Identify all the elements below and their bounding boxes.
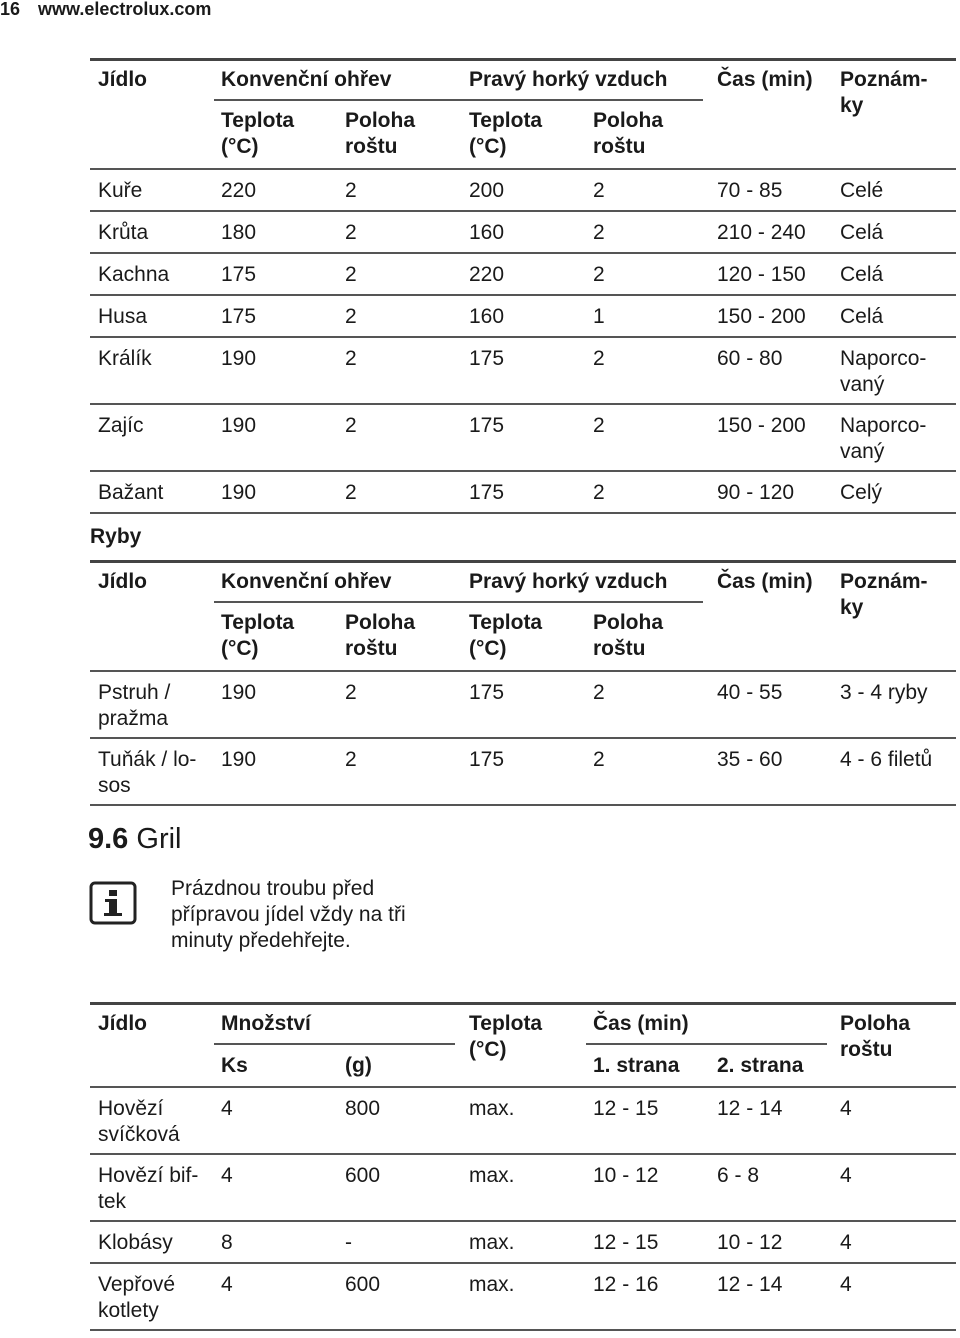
col-temp: (°C) bbox=[221, 135, 259, 158]
cell-position: 2 bbox=[593, 179, 605, 202]
cell-food: Tuňák / lo- bbox=[98, 748, 197, 771]
fish-table bbox=[90, 560, 956, 806]
cell-pieces: 4 bbox=[221, 1273, 233, 1296]
cell-time: 40 - 55 bbox=[717, 681, 783, 704]
col-temp: Teplota bbox=[469, 109, 543, 132]
page-number: 16 bbox=[0, 0, 21, 19]
cell-note: Celá bbox=[840, 263, 884, 286]
cell-temp: 200 bbox=[469, 179, 505, 202]
table-row bbox=[90, 739, 956, 806]
cell-time: 90 - 120 bbox=[717, 481, 795, 504]
cell-time: 70 - 85 bbox=[717, 179, 783, 202]
roasting-table bbox=[90, 58, 956, 514]
cell-food: Kachna bbox=[98, 263, 170, 286]
cell-food: pražma bbox=[98, 707, 169, 730]
cell-position: 2 bbox=[345, 179, 357, 202]
cell-temp: max. bbox=[469, 1273, 515, 1296]
info-note bbox=[171, 876, 471, 954]
col-time: Čas (min) bbox=[593, 1012, 689, 1035]
col-position: Poloha bbox=[593, 611, 664, 634]
cell-grams: 600 bbox=[345, 1164, 381, 1187]
cell-note: Naporco- bbox=[840, 347, 927, 370]
cell-temp: 175 bbox=[469, 347, 505, 370]
col-grams: (g) bbox=[345, 1054, 372, 1077]
cell-temp: 160 bbox=[469, 221, 505, 244]
cell-food: Zajíc bbox=[98, 414, 144, 437]
cell-side1: 10 - 12 bbox=[593, 1164, 659, 1187]
col-time: Čas (min) bbox=[717, 570, 813, 593]
cell-side1: 12 - 16 bbox=[593, 1273, 659, 1296]
cell-note: Celé bbox=[840, 179, 884, 202]
col-position: roštu bbox=[593, 135, 646, 158]
cell-time: 210 - 240 bbox=[717, 221, 806, 244]
section-number: 9.6 bbox=[88, 823, 129, 855]
cell-side2: 12 - 14 bbox=[717, 1273, 783, 1296]
cell-food: Králík bbox=[98, 347, 152, 370]
header-divider bbox=[214, 99, 703, 101]
col-notes: Poznám- bbox=[840, 570, 928, 593]
col-temp: (°C) bbox=[469, 1038, 507, 1061]
cell-side1: 12 - 15 bbox=[593, 1231, 659, 1254]
cell-position: 2 bbox=[593, 681, 605, 704]
col-position: Poloha bbox=[593, 109, 664, 132]
col-food: Jídlo bbox=[98, 1012, 148, 1035]
cell-food: Klobásy bbox=[98, 1231, 173, 1254]
cell-grams: 600 bbox=[345, 1273, 381, 1296]
header-divider bbox=[214, 1043, 455, 1045]
col-side2: 2. strana bbox=[717, 1054, 804, 1077]
cell-food: Pstruh / bbox=[98, 681, 171, 704]
cell-position: 4 bbox=[840, 1097, 852, 1120]
cell-side2: 12 - 14 bbox=[717, 1097, 783, 1120]
info-line: Prázdnou troubu před bbox=[171, 877, 375, 900]
col-notes: ky bbox=[840, 596, 864, 619]
cell-side1: 12 - 15 bbox=[593, 1097, 659, 1120]
info-line: přípravou jídel vždy na tři bbox=[171, 903, 406, 926]
cell-food: Hovězí bbox=[98, 1097, 164, 1120]
cell-food: Kuře bbox=[98, 179, 143, 202]
col-position: roštu bbox=[593, 637, 646, 660]
table-header bbox=[90, 58, 956, 170]
cell-temp: 175 bbox=[469, 481, 505, 504]
col-conventional: Konvenční ohřev bbox=[221, 68, 392, 91]
col-temp: Teplota bbox=[221, 109, 295, 132]
cell-side2: 6 - 8 bbox=[717, 1164, 760, 1187]
cell-food: svíčková bbox=[98, 1123, 180, 1146]
cell-food: Krůta bbox=[98, 221, 149, 244]
cell-time: 60 - 80 bbox=[717, 347, 783, 370]
col-temp: Teplota bbox=[221, 611, 295, 634]
col-position: roštu bbox=[345, 637, 398, 660]
col-food: Jídlo bbox=[98, 570, 148, 593]
cell-pieces: 4 bbox=[221, 1164, 233, 1187]
cell-time: 150 - 200 bbox=[717, 305, 806, 328]
header-divider bbox=[586, 1043, 827, 1045]
col-notes: ky bbox=[840, 94, 864, 117]
cell-position: 2 bbox=[345, 347, 357, 370]
col-temp: (°C) bbox=[469, 637, 507, 660]
cell-grams: - bbox=[345, 1231, 352, 1254]
table-row bbox=[90, 296, 956, 338]
cell-food: kotlety bbox=[98, 1299, 159, 1322]
col-notes: Poznám- bbox=[840, 68, 928, 91]
table-row bbox=[90, 1264, 956, 1331]
cell-temp: 180 bbox=[221, 221, 257, 244]
cell-time: 150 - 200 bbox=[717, 414, 806, 437]
col-temp: (°C) bbox=[221, 637, 259, 660]
cell-food: Husa bbox=[98, 305, 148, 328]
section-title: Gril bbox=[136, 823, 182, 855]
cell-grams: 800 bbox=[345, 1097, 381, 1120]
cell-note: 4 - 6 filetů bbox=[840, 748, 933, 771]
col-conventional: Konvenční ohřev bbox=[221, 570, 392, 593]
col-side1: 1. strana bbox=[593, 1054, 680, 1077]
cell-position: 4 bbox=[840, 1231, 852, 1254]
table-row bbox=[90, 170, 956, 212]
cell-position: 2 bbox=[345, 748, 357, 771]
info-icon bbox=[89, 881, 137, 925]
cell-temp: max. bbox=[469, 1231, 515, 1254]
cell-position: 1 bbox=[593, 305, 605, 328]
cell-pieces: 8 bbox=[221, 1231, 233, 1254]
info-line: minuty předehřejte. bbox=[171, 929, 351, 952]
col-position: Poloha bbox=[840, 1012, 911, 1035]
cell-position: 2 bbox=[593, 221, 605, 244]
cell-note: Celá bbox=[840, 305, 884, 328]
col-position: roštu bbox=[345, 135, 398, 158]
table-row bbox=[90, 405, 956, 472]
cell-position: 2 bbox=[345, 221, 357, 244]
cell-position: 2 bbox=[593, 414, 605, 437]
cell-temp: 190 bbox=[221, 481, 257, 504]
cell-temp: 190 bbox=[221, 414, 257, 437]
cell-pieces: 4 bbox=[221, 1097, 233, 1120]
table-row bbox=[90, 338, 956, 405]
cell-temp: 220 bbox=[221, 179, 257, 202]
table-row bbox=[90, 1155, 956, 1222]
cell-food: Vepřové bbox=[98, 1273, 176, 1296]
cell-position: 2 bbox=[593, 748, 605, 771]
table-row bbox=[90, 1222, 956, 1264]
cell-temp: 175 bbox=[221, 263, 257, 286]
col-position: Poloha bbox=[345, 109, 416, 132]
cell-note: Celý bbox=[840, 481, 883, 504]
header-url: www.electrolux.com bbox=[38, 0, 212, 19]
cell-position: 2 bbox=[345, 263, 357, 286]
col-position: Poloha bbox=[345, 611, 416, 634]
table-header bbox=[90, 560, 956, 672]
col-hot-air: Pravý horký vzduch bbox=[469, 68, 668, 91]
cell-position: 2 bbox=[345, 481, 357, 504]
cell-temp: 190 bbox=[221, 748, 257, 771]
col-pieces: Ks bbox=[221, 1054, 248, 1077]
cell-temp: max. bbox=[469, 1097, 515, 1120]
table-row bbox=[90, 1088, 956, 1155]
cell-position: 2 bbox=[593, 263, 605, 286]
header-divider bbox=[214, 601, 703, 603]
cell-food: sos bbox=[98, 774, 131, 797]
table-row bbox=[90, 672, 956, 739]
cell-time: 120 - 150 bbox=[717, 263, 806, 286]
table-row bbox=[90, 472, 956, 514]
cell-food: tek bbox=[98, 1190, 127, 1213]
cell-temp: 190 bbox=[221, 347, 257, 370]
table-row bbox=[90, 212, 956, 254]
table-row bbox=[90, 254, 956, 296]
fish-section-title: Ryby bbox=[90, 525, 142, 548]
cell-note: Celá bbox=[840, 221, 884, 244]
col-temp: (°C) bbox=[469, 135, 507, 158]
cell-note: vaný bbox=[840, 373, 885, 396]
gril-heading bbox=[88, 823, 182, 856]
cell-food: Hovězí bif- bbox=[98, 1164, 199, 1187]
cell-temp: 220 bbox=[469, 263, 505, 286]
cell-note: 3 - 4 ryby bbox=[840, 681, 928, 704]
col-time: Čas (min) bbox=[717, 68, 813, 91]
cell-time: 35 - 60 bbox=[717, 748, 783, 771]
cell-note: vaný bbox=[840, 440, 885, 463]
cell-position: 4 bbox=[840, 1164, 852, 1187]
col-hot-air: Pravý horký vzduch bbox=[469, 570, 668, 593]
cell-side2: 10 - 12 bbox=[717, 1231, 783, 1254]
cell-temp: 175 bbox=[469, 681, 505, 704]
cell-temp: 175 bbox=[469, 748, 505, 771]
cell-temp: 175 bbox=[469, 414, 505, 437]
cell-temp: 160 bbox=[469, 305, 505, 328]
cell-position: 2 bbox=[345, 305, 357, 328]
cell-temp: 175 bbox=[221, 305, 257, 328]
grill-table bbox=[90, 1002, 956, 1331]
cell-position: 2 bbox=[593, 347, 605, 370]
table-header bbox=[90, 1002, 956, 1088]
cell-note: Naporco- bbox=[840, 414, 927, 437]
col-temp: Teplota bbox=[469, 1012, 543, 1035]
col-food: Jídlo bbox=[98, 68, 148, 91]
cell-position: 4 bbox=[840, 1273, 852, 1296]
cell-position: 2 bbox=[593, 481, 605, 504]
cell-food: Bažant bbox=[98, 481, 164, 504]
cell-temp: max. bbox=[469, 1164, 515, 1187]
cell-position: 2 bbox=[345, 681, 357, 704]
col-position: roštu bbox=[840, 1038, 893, 1061]
col-temp: Teplota bbox=[469, 611, 543, 634]
col-quantity: Množství bbox=[221, 1012, 311, 1035]
cell-temp: 190 bbox=[221, 681, 257, 704]
cell-position: 2 bbox=[345, 414, 357, 437]
